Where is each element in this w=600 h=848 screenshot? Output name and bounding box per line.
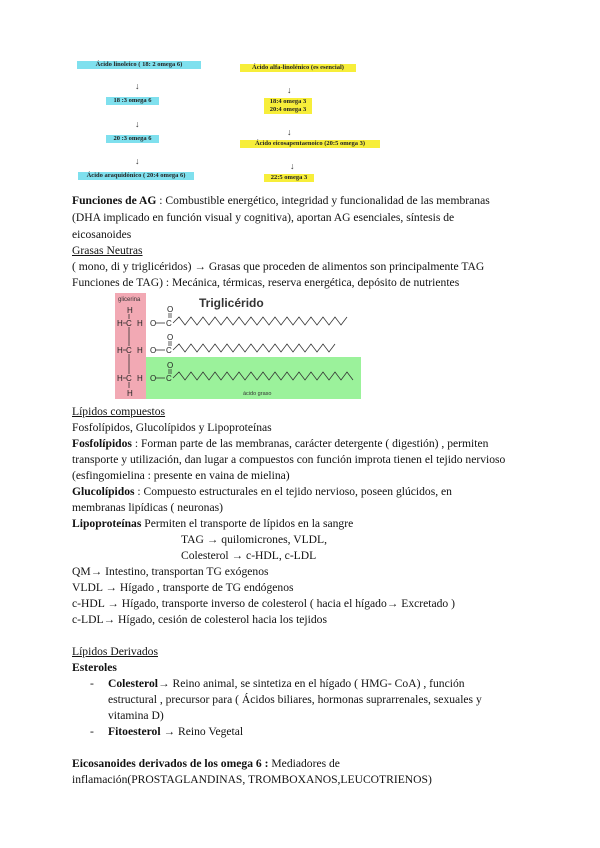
atom-c: C [126,319,132,328]
lipidos-compuestos-heading: Lípidos compuestos [72,405,166,418]
omega3-step1-box [264,98,312,114]
fosfolipidos-text: : Forman parte de las membranas, carácter detergente ( digestión) , permiten [131,437,489,450]
atom-o: O [167,361,174,370]
atom-h-bottom: H [127,389,133,398]
colesterol-item-line2: estructural , precursor para ( Ácidos biliares, hormonas suprarrenales, sexuales y [108,693,482,706]
atom-h: H [137,374,143,383]
lipoproteinas-line [72,516,353,532]
arrow-down-icon: ↓ [135,81,140,91]
atom-c: C [166,374,172,383]
tag-line: TAG → quilomicrones, VLDL, [181,533,328,546]
funciones-ag-line1 [72,193,490,209]
omega6-step2-box: 20 :3 omega 6 [106,135,159,143]
atom-c: C [126,374,132,383]
hdl-line: c-HDL → Hígado, transporte inverso de colesterol ( hacia el hígado→ Excretado ) [72,597,455,610]
colesterol-item-line1 [108,676,465,692]
arrow-down-icon: ↓ [135,119,140,129]
colesterol-label: Colesterol [108,677,159,690]
grasas-neutras-line1: ( mono, di y triglicéridos) → Grasas que proceden de alimentos son principalmente TAG [72,260,485,273]
glucolipidos-line1 [72,484,452,500]
fitoesterol-item [108,724,243,740]
fosfolipidos-line3: (esfingomielina : presente en vaina de mielina) [72,469,290,482]
omega6-top-box: Ácido linoleico ( 18: 2 omega 6) [77,61,201,69]
ldl-line: c-LDL→ Hígado, cesión de colesterol hacia los tejidos [72,613,327,626]
eicosanoides-text: Mediadores de [268,757,340,770]
atom-h: H [117,319,123,328]
omega3-top-box: Ácido alfa-linolénico (es esencial) [240,64,356,72]
glucolipidos-line2: membranas lipídicas ( neuronas) [72,501,223,514]
glycerol-label: glicerina [118,297,141,303]
atom-h: H [137,319,143,328]
arrow-down-icon: ↓ [287,127,292,137]
triglyceride-svg [115,293,361,399]
colesterol-item-line3: vitamina D) [108,709,164,722]
atom-o: O [167,305,174,314]
atom-h: H [137,346,143,355]
colesterol-text: → Reino animal, se sintetiza en el hígado ( HMG- CoA) , función [158,677,465,690]
atom-h-top: H [127,306,133,315]
funciones-ag-line3: eicosanoides [72,228,132,241]
bullet-dash: - [90,677,94,690]
fatty-acid-chain-2 [173,344,335,352]
atom-o: O [150,374,157,383]
qm-line: QM→ Intestino, transportan TG exógenos [72,565,269,578]
atom-o: O [150,319,157,328]
atom-c: C [166,346,172,355]
eicosanoides-label: Eicosanoides derivados de los omega 6 : [72,757,269,770]
lipidos-derivados-heading: Lípidos Derivados [72,645,158,658]
atom-o: O [150,346,157,355]
eicosanoides-line1 [72,756,340,772]
triglyceride-figure [115,293,361,399]
fosfolipidos-label: Fosfolípidos [72,437,132,450]
omega3-step1a: 18:4 omega 3 [269,98,307,105]
fosfolipidos-line1 [72,436,488,452]
atom-o: O [167,333,174,342]
lipoproteinas-text: Permiten el transporte de lípidos en la sangre [141,517,354,530]
fatty-acid-chain-1 [173,317,347,325]
lipidos-compuestos-line1: Fosfolípidos, Glucolípidos y Lipoproteínas [72,421,272,434]
vldl-line: VLDL → Hígado , transporte de TG endógenos [72,581,294,594]
omega6-bottom-box: Ácido araquidónico ( 20:4 omega 6) [78,172,194,180]
triglyceride-title: Triglicérido [199,296,264,310]
funciones-ag-line2: (DHA implicado en función visual y cognitiva), aportan AG esenciales, síntesis de [72,211,455,224]
arrow-down-icon: ↓ [287,85,292,95]
omega6-step1-box: 18 :3 omega 6 [106,97,159,105]
omega3-step1b: 20:4 omega 3 [269,105,307,113]
colesterol-line: Colesterol → c-HDL, c-LDL [181,549,317,562]
omega3-bottom-box: 22:5 omega 3 [264,174,314,182]
lipoproteinas-label: Lipoproteínas [72,517,142,530]
grasas-neutras-heading: Grasas Neutras [72,244,143,257]
fosfolipidos-line2: transporte y utilización, dan lugar a compuestos con función improta tienen el tejido nervioso [72,453,506,466]
eicosanoides-line2: inflamación(PROSTAGLANDINAS, TROMBOXANOS,LEUCOTRIENOS) [72,773,432,786]
arrow-down-icon: ↓ [290,161,295,171]
atom-h: H [117,374,123,383]
fatty-acid-label: ácido graso [243,391,272,397]
atom-h: H [117,346,123,355]
grasas-neutras-line2: Funciones de TAG) : Mecánica, térmicas, reserva energética, depósito de nutrientes [72,276,460,289]
fitoesterol-label: Fitoesterol [108,725,161,738]
funciones-ag-label: Funciones de AG [72,194,157,207]
glucolipidos-text: : Compuesto estructurales en el tejido nervioso, poseen glúcidos, en [134,485,452,498]
glucolipidos-label: Glucolípidos [72,485,135,498]
fitoesterol-text: → Reino Vegetal [160,725,244,738]
atom-c: C [126,346,132,355]
funciones-ag-text: : Combustible energético, integridad y funcionalidad de las membranas [156,194,490,207]
omega3-step2-box: Ácido eicosapentaenoico (20:5 omega 3) [240,140,380,148]
esteroles-heading: Esteroles [72,661,117,674]
atom-c: C [166,319,172,328]
bullet-dash: - [90,725,94,738]
arrow-down-icon: ↓ [135,156,140,166]
